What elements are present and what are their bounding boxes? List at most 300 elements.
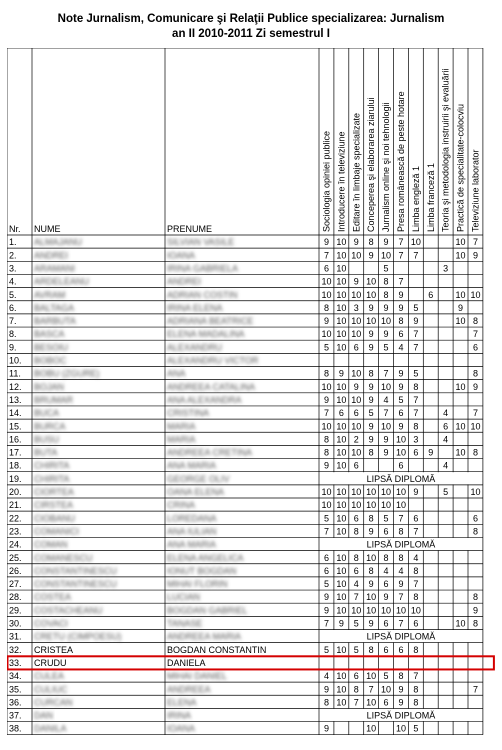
row-grade: 6 (413, 447, 419, 458)
row-grade: 8 (383, 289, 389, 300)
row-grade: 6 (398, 644, 404, 655)
row-nume: BARBUTA (34, 316, 76, 327)
row-grade: 7 (398, 237, 404, 248)
row-grade: 8 (413, 421, 419, 432)
table-row (9, 237, 478, 247)
row-nume: CIOBANU (34, 513, 76, 524)
row-grade: 4 (398, 342, 404, 353)
row-grade: 7 (413, 408, 419, 419)
row-nume: CURCAN (34, 697, 73, 708)
row-grade: 7 (472, 237, 478, 248)
row-grade: 8 (368, 644, 374, 655)
table-row (9, 671, 418, 681)
table-row (9, 579, 418, 589)
row-prenume: MIHAI DANIEL (167, 671, 228, 682)
table-row (9, 605, 478, 615)
row-grade: 6 (323, 552, 329, 563)
grades-table (7, 48, 495, 743)
row-nume: BOBU (ZGURE) (34, 368, 100, 379)
row-nume: COMANICI (34, 526, 79, 537)
table-row (9, 526, 478, 536)
row-grade: 7 (383, 408, 389, 419)
row-prenume: IRINA ELENA (167, 302, 223, 313)
row-grade: 8 (368, 565, 374, 576)
row-nume: CIORTEA (34, 487, 74, 497)
row-lipsa-diploma: LIPSĂ DIPLOMĂ (366, 631, 436, 642)
row-grade: 4 (443, 408, 449, 419)
row-number: 7. (9, 316, 17, 327)
row-grade: 10 (470, 289, 481, 300)
row-grade: 9 (398, 579, 404, 590)
row-grade: 9 (368, 250, 374, 261)
table-row (9, 684, 478, 694)
row-nume: BESOIU (34, 342, 69, 353)
row-grade: 6 (398, 329, 404, 340)
row-grade: 6 (383, 526, 389, 537)
header-subject-11: Televiziune laborator (470, 149, 481, 232)
table-row (9, 290, 480, 300)
row-prenume: MARIA (167, 434, 196, 445)
row-grade: 7 (323, 408, 329, 419)
row-grade: 6 (428, 289, 434, 300)
row-grade: 8 (323, 302, 329, 313)
row-grade: 7 (413, 250, 419, 261)
row-grade: 10 (351, 500, 362, 511)
row-grade: 10 (455, 289, 466, 300)
row-nume: COSTEA (34, 592, 72, 603)
row-number: 19. (9, 473, 22, 484)
row-prenume: ALEXANDRU (167, 342, 223, 353)
row-grade: 9 (398, 302, 404, 313)
row-grade: 8 (413, 644, 419, 655)
row-number: 17. (9, 447, 22, 458)
table-row (9, 448, 478, 458)
table-row (9, 709, 482, 721)
row-prenume: IONUT BOGDAN (167, 565, 237, 576)
row-grade: 3 (443, 263, 449, 274)
row-grade: 5 (383, 513, 389, 524)
header-subject-3: Editare în limbaje specializate (351, 112, 362, 232)
row-prenume: ADRIAN COSTIN (167, 289, 238, 300)
row-grade: 10 (351, 421, 362, 432)
row-grade: 9 (383, 447, 389, 458)
row-grade: 8 (353, 526, 359, 537)
row-grade: 10 (366, 276, 377, 287)
row-prenume: ANDREEA CRETINA (167, 447, 253, 458)
table-row (9, 538, 482, 550)
highlighted-row-box (8, 656, 494, 669)
row-grade: 9 (413, 316, 419, 327)
row-grade: 7 (413, 526, 419, 537)
document-title (0, 12, 502, 42)
row-grade: 10 (366, 697, 377, 708)
row-grade: 10 (336, 381, 347, 392)
row-grade: 7 (323, 526, 329, 537)
row-grade: 8 (413, 697, 419, 708)
row-grade: 10 (410, 605, 421, 616)
row-grade: 9 (398, 289, 404, 300)
row-grade: 5 (383, 263, 389, 274)
row-grade: 10 (366, 289, 377, 300)
row-number: 22. (9, 513, 22, 524)
row-prenume: ANA MARIA (167, 460, 217, 471)
row-grade: 6 (383, 618, 389, 629)
row-grade: 9 (472, 250, 478, 261)
title-line-2: an II 2010-2011 Zi semestrul I (172, 28, 330, 40)
row-nume: CHIRITA (34, 460, 70, 471)
row-grade: 6 (398, 460, 404, 471)
row-number: 3. (9, 263, 17, 274)
row-grade: 9 (323, 237, 329, 248)
row-number: 32. (9, 644, 22, 655)
header-subject-6: Presa românească de peste hotare (395, 91, 406, 232)
row-grade: 10 (395, 487, 406, 497)
row-nume: CHIRITA (34, 473, 70, 484)
row-grade: 6 (338, 408, 344, 419)
row-grade: 10 (336, 302, 347, 313)
row-grade: 9 (323, 723, 329, 734)
table-row (9, 566, 418, 576)
row-grade: 6 (383, 644, 389, 655)
row-grade: 10 (455, 381, 466, 392)
row-grade: 10 (381, 605, 392, 616)
row-grade: 8 (398, 671, 404, 682)
header-subject-5: Jurnalism online şi noi tehnologii (381, 102, 392, 232)
row-grade: 10 (336, 684, 347, 695)
row-grade: 5 (323, 644, 329, 655)
row-prenume: IOANA (167, 723, 196, 734)
row-prenume: ANDREI (167, 276, 202, 287)
row-grade: 9 (383, 237, 389, 248)
row-grade: 9 (323, 592, 329, 603)
row-grade: 9 (353, 276, 359, 287)
row-grade: 4 (413, 552, 419, 563)
table-row (9, 645, 418, 655)
row-grade: 8 (323, 368, 329, 379)
row-grade: 7 (472, 408, 478, 419)
row-nume: DAN (34, 710, 54, 721)
row-grade: 10 (366, 500, 377, 511)
row-grade: 4 (323, 671, 329, 682)
row-grade: 9 (338, 368, 344, 379)
table-row (9, 395, 418, 405)
row-grade: 5 (353, 618, 359, 629)
row-grade: 10 (366, 487, 377, 497)
row-grade: 10 (336, 526, 347, 537)
row-number: 6. (9, 302, 17, 313)
row-number: 5. (9, 289, 17, 300)
row-prenume: ELENA (167, 697, 197, 708)
row-grade: 9 (383, 329, 389, 340)
table-row (9, 592, 478, 602)
row-grade: 10 (366, 552, 377, 563)
row-grade: 5 (323, 513, 329, 524)
row-nume: COSTACHEANU (34, 605, 103, 616)
row-grade: 8 (323, 434, 329, 445)
table-header (9, 68, 480, 234)
row-grade: 5 (368, 408, 374, 419)
row-grade: 10 (336, 263, 347, 274)
row-grade: 9 (338, 618, 344, 629)
row-grade: 9 (368, 394, 374, 405)
row-prenume: ANA (167, 368, 186, 379)
row-grade: 10 (455, 316, 466, 327)
row-nume: COVACI (34, 618, 68, 629)
row-nume: AVRAM (34, 289, 66, 300)
row-nume: COMAN (34, 539, 68, 550)
table-row (9, 619, 478, 629)
row-grade: 4 (383, 394, 389, 405)
row-grade: 10 (336, 447, 347, 458)
table-row (9, 329, 478, 339)
row-prenume: ANA MARIA (167, 539, 217, 550)
row-nume: ARAMANI (34, 263, 76, 274)
row-grade: 6 (353, 460, 359, 471)
row-grade: 9 (398, 684, 404, 695)
row-nume: BUCA (34, 408, 60, 419)
row-number: 18. (9, 460, 22, 471)
row-grade: 4 (443, 434, 449, 445)
row-grade: 9 (368, 381, 374, 392)
row-number: 35. (9, 684, 22, 695)
header-subject-1: Sociologia opiniei publice (321, 130, 332, 232)
row-grade: 10 (321, 487, 332, 497)
row-nume: BALTAGA (34, 302, 75, 313)
row-number: 36. (9, 697, 22, 708)
row-prenume: IRINA GABRIELA (167, 263, 239, 274)
row-grade: 9 (368, 421, 374, 432)
row-grade: 10 (336, 671, 347, 682)
row-grade: 9 (383, 434, 389, 445)
row-grade: 9 (368, 329, 374, 340)
row-number: 9. (9, 342, 17, 353)
row-nume: CRETU (CIMPOESU) (34, 631, 122, 642)
row-grade: 10 (366, 605, 377, 616)
row-number: 27. (9, 579, 22, 590)
row-number: 20. (9, 487, 22, 497)
row-grade: 10 (351, 316, 362, 327)
row-grade: 8 (323, 697, 329, 708)
row-grade: 8 (413, 592, 419, 603)
row-grade: 6 (383, 697, 389, 708)
table-row (9, 434, 448, 444)
row-lipsa-diploma: LIPSĂ DIPLOMĂ (366, 539, 436, 550)
row-grade: 8 (472, 368, 478, 379)
row-grade: 9 (398, 381, 404, 392)
row-grade: 10 (336, 276, 347, 287)
table-row (9, 408, 478, 418)
row-grade: 10 (336, 592, 347, 603)
row-grade: 10 (351, 289, 362, 300)
row-lipsa-diploma: LIPSĂ DIPLOMĂ (366, 710, 436, 721)
row-grade: 8 (413, 381, 419, 392)
row-grade: 10 (336, 460, 347, 471)
row-nume: BRUMAR (34, 394, 74, 405)
row-grade: 9 (368, 302, 374, 313)
row-grade: 10 (321, 500, 332, 511)
row-number: 10. (9, 355, 22, 366)
row-prenume: BOGDAN GABRIEL (167, 605, 248, 616)
row-grade: 10 (395, 723, 406, 734)
row-prenume: GEORGE OLIV (167, 473, 230, 484)
row-grade: 5 (443, 487, 449, 497)
table-row (9, 356, 259, 366)
row-grade: 10 (321, 289, 332, 300)
row-grade: 10 (321, 421, 332, 432)
header-nume: NUME (34, 224, 61, 234)
table-row (9, 697, 418, 707)
row-prenume: SILVIAN VASILE (167, 237, 235, 248)
row-prenume: ALEXANDRU VICTOR (167, 355, 259, 366)
row-number: 2. (9, 250, 17, 261)
row-grade: 8 (472, 526, 478, 537)
row-number: 26. (9, 565, 22, 576)
row-grade: 10 (410, 237, 421, 248)
row-prenume: ANA ALEXANDRA (167, 394, 242, 405)
row-grade: 8 (368, 237, 374, 248)
table-row (9, 513, 478, 523)
row-grade: 8 (472, 316, 478, 327)
row-grade: 7 (398, 250, 404, 261)
row-grade: 10 (470, 487, 481, 497)
row-grade: 9 (368, 618, 374, 629)
row-grade: 10 (336, 565, 347, 576)
row-grade: 10 (321, 276, 332, 287)
row-grade: 10 (455, 237, 466, 248)
row-grade: 5 (413, 723, 419, 734)
table-body (9, 237, 482, 734)
row-grade: 10 (321, 381, 332, 392)
row-grade: 7 (353, 697, 359, 708)
table-row (9, 500, 406, 510)
row-grade: 9 (323, 460, 329, 471)
row-grade: 9 (368, 526, 374, 537)
row-grade: 10 (381, 500, 392, 511)
row-nume: CRISTEA (34, 644, 74, 655)
row-grade: 6 (353, 671, 359, 682)
row-grade: 7 (368, 684, 374, 695)
table-row (9, 316, 478, 326)
row-grade: 10 (351, 394, 362, 405)
row-number: 1. (9, 237, 17, 248)
header-subject-4: Conceperea şi elaborarea ziarului (366, 97, 377, 232)
row-grade: 6 (353, 565, 359, 576)
row-grade: 10 (381, 421, 392, 432)
row-grade: 10 (351, 329, 362, 340)
row-nume: ANDREI (34, 250, 69, 261)
row-grade: 10 (366, 671, 377, 682)
row-grade: 9 (368, 342, 374, 353)
row-grade: 10 (336, 644, 347, 655)
row-prenume: LOREDANA (167, 513, 217, 524)
row-number: 37. (9, 710, 22, 721)
table-row (9, 421, 480, 431)
row-grade: 5 (398, 394, 404, 405)
row-nume: CONSTANTINESCU (34, 565, 117, 576)
row-grade: 8 (368, 447, 374, 458)
row-number: 24. (9, 539, 22, 550)
row-nume: BUTA (34, 447, 58, 458)
row-grade: 8 (398, 316, 404, 327)
row-number: 14. (9, 408, 22, 419)
table-row (9, 369, 478, 379)
row-prenume: ANA IULIAN (167, 526, 217, 537)
row-nume: BUSU (34, 434, 60, 445)
table-row (9, 277, 403, 287)
highlight-layer (8, 656, 494, 669)
row-prenume: ANDREEA CATALINA (167, 381, 256, 392)
row-grade: 10 (395, 434, 406, 445)
row-nume: ARDELEANU (34, 276, 90, 287)
row-number: 31. (9, 631, 22, 642)
row-grade: 9 (323, 684, 329, 695)
row-grade: 7 (413, 671, 419, 682)
row-grade: 10 (336, 250, 347, 261)
row-grade: 6 (413, 513, 419, 524)
row-grade: 9 (323, 316, 329, 327)
row-grade: 5 (323, 342, 329, 353)
row-nume: CULIUC (34, 684, 68, 695)
row-nume: CULEA (34, 671, 65, 682)
row-grade: 10 (351, 447, 362, 458)
row-grade: 10 (336, 289, 347, 300)
row-grade: 10 (321, 329, 332, 340)
header-subject-8: Limba franceză 1 (425, 162, 436, 232)
row-grade: 9 (323, 394, 329, 405)
row-grade: 10 (336, 394, 347, 405)
row-grade: 9 (458, 302, 464, 313)
row-grade: 10 (470, 421, 481, 432)
row-grade: 3 (353, 302, 359, 313)
row-grade: 5 (353, 644, 359, 655)
row-grade: 8 (368, 368, 374, 379)
row-grade: 10 (381, 250, 392, 261)
row-grade: 4 (443, 460, 449, 471)
row-grade: 10 (366, 723, 377, 734)
row-grade: 6 (443, 421, 449, 432)
row-number: 12. (9, 381, 22, 392)
row-prenume: ADRIANA BEATRICE (167, 316, 254, 327)
row-grade: 10 (455, 447, 466, 458)
row-grade: 8 (383, 552, 389, 563)
row-grade: 5 (323, 579, 329, 590)
row-grade: 4 (383, 565, 389, 576)
row-grade: 10 (336, 513, 347, 524)
row-grade: 9 (353, 237, 359, 248)
header-subject-7: Limba engleză 1 (410, 165, 421, 232)
row-grade: 10 (336, 579, 347, 590)
row-grade: 9 (323, 605, 329, 616)
row-grade: 5 (413, 302, 419, 313)
row-grade: 9 (383, 592, 389, 603)
row-prenume: LUCIAN (167, 592, 201, 603)
row-prenume: IRINA (167, 710, 192, 721)
row-grade: 10 (336, 316, 347, 327)
row-grade: 10 (336, 342, 347, 353)
row-prenume: ELENA MADALINA (167, 329, 245, 340)
row-nume: COMANESCU (34, 552, 93, 563)
row-prenume: ANDREEA MARIA (167, 631, 242, 642)
row-grade: 9 (353, 381, 359, 392)
row-grade: 9 (368, 579, 374, 590)
row-number: 4. (9, 276, 17, 287)
row-grade: 8 (368, 513, 374, 524)
header-nr: Nr. (9, 224, 21, 234)
row-grade: 8 (323, 447, 329, 458)
row-number: 30. (9, 618, 22, 629)
row-grade: 10 (381, 381, 392, 392)
row-prenume: TANASE (167, 618, 203, 629)
